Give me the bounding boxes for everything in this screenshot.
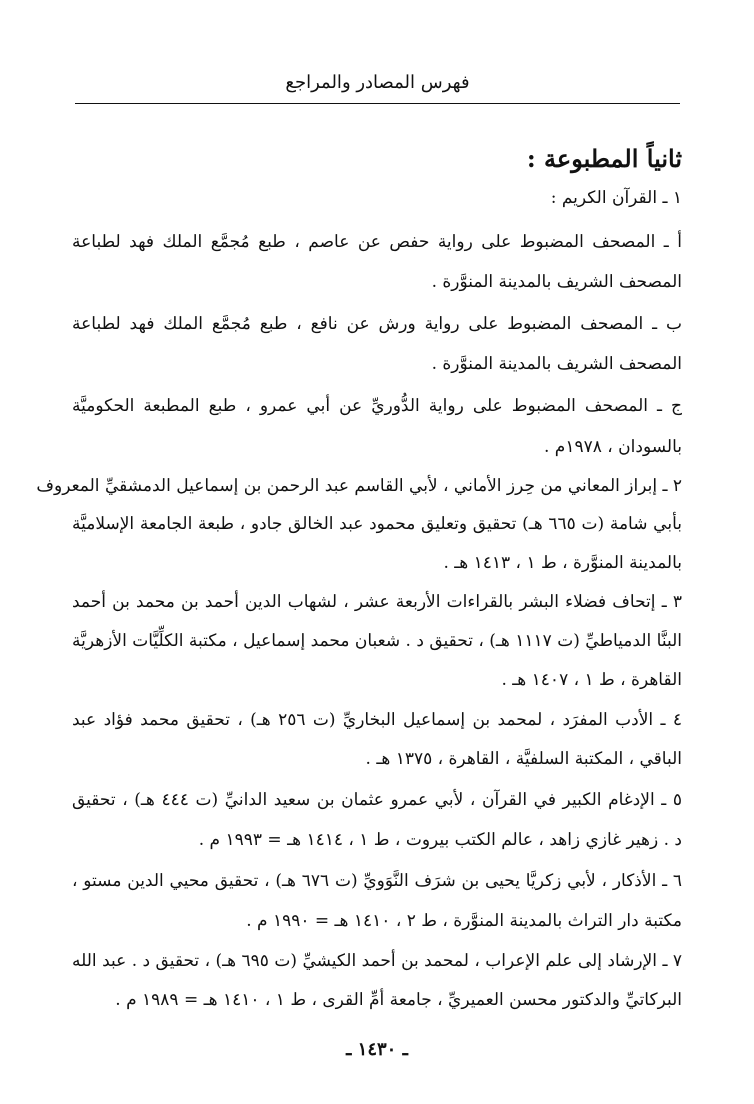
entry-line: المصحف الشريف بالمدينة المنوَّرة . bbox=[431, 272, 682, 292]
entry-line: ب ـ المصحف المضبوط على رواية ورش عن نافع ، طبع مُجمَّع الملك فهد لطباعة bbox=[72, 314, 682, 334]
running-header: فهرس المصادر والمراجع bbox=[285, 72, 470, 93]
entry-line: القاهرة ، ط ١ ، ١٤٠٧ هـ . bbox=[501, 670, 682, 690]
entry-line: ج ـ المصحف المضبوط على رواية الدُّوريِّ عن أبي عمرو ، طبع المطبعة الحكوميَّة bbox=[72, 396, 682, 416]
entry-line: أ ـ المصحف المضبوط على رواية حفص عن عاصم ، طبع مُجمَّع الملك فهد لطباعة bbox=[72, 232, 682, 252]
entry-line: ٦ ـ الأذكار ، لأبي زكريَّا يحيى بن شرَف النَّوَويِّ (ت ٦٧٦ هـ) ، تحقيق محيي الدين مستو ، bbox=[72, 871, 682, 891]
entry-line: المصحف الشريف بالمدينة المنوَّرة . bbox=[431, 354, 682, 374]
entry-line: البركاتيِّ والدكتور محسن العميريِّ ، جامعة أمِّ القرى ، ط ١ ، ١٤١٠ هـ = ١٩٨٩ م . bbox=[115, 990, 682, 1010]
entry-heading-quran: ١ ـ القرآن الكريم : bbox=[550, 188, 682, 208]
entry-line: ٢ ـ إبراز المعاني من حِرز الأماني ، لأبي القاسم عبد الرحمن بن إسماعيل الدمشقيِّ المعروف bbox=[36, 476, 682, 496]
entry-line: مكتبة دار التراث بالمدينة المنوَّرة ، ط ٢ ، ١٤١٠ هـ = ١٩٩٠ م . bbox=[246, 911, 682, 931]
header-rule bbox=[75, 103, 680, 104]
entry-line: البنَّا الدمياطيِّ (ت ١١١٧ هـ) ، تحقيق د . شعبان محمد إسماعيل ، مكتبة الكلِّيَّات الأزهريَّة bbox=[72, 631, 682, 651]
entry-line: ٧ ـ الإرشاد إلى علم الإعراب ، لمحمد بن أحمد الكيشيِّ (ت ٦٩٥ هـ) ، تحقيق د . عبد الله bbox=[72, 951, 683, 971]
entry-line: ٥ ـ الإدغام الكبير في القرآن ، لأبي عمرو عثمان بن سعيد الدانيِّ (ت ٤٤٤ هـ) ، تحقيق bbox=[72, 790, 682, 810]
entry-line: د . زهير غازي زاهد ، عالم الكتب بيروت ، ط ١ ، ١٤١٤ هـ = ١٩٩٣ م . bbox=[198, 830, 682, 850]
section-title: ثانياً المطبوعة : bbox=[526, 144, 682, 173]
entry-line: بأبي شامة (ت ٦٦٥ هـ) تحقيق وتعليق محمود عبد الخالق جادو ، طبعة الجامعة الإسلاميَّة bbox=[72, 514, 682, 534]
page-number: ـ ١٤٣٠ ـ bbox=[346, 1039, 408, 1060]
entry-line: الباقي ، المكتبة السلفيَّة ، القاهرة ، ١٣٧٥ هـ . bbox=[365, 749, 682, 769]
entry-line: بالمدينة المنوَّرة ، ط ١ ، ١٤١٣ هـ . bbox=[443, 553, 682, 573]
entry-line: بالسودان ، ١٩٧٨م . bbox=[544, 437, 682, 457]
entry-line: ٣ ـ إتحاف فضلاء البشر بالقراءات الأربعة عشر ، لشهاب الدين أحمد بن محمد بن أحمد bbox=[72, 592, 682, 612]
entry-line: ٤ ـ الأدب المفرَد ، لمحمد بن إسماعيل البخاريِّ (ت ٢٥٦ هـ) ، تحقيق محمد فؤاد عبد bbox=[72, 710, 682, 730]
